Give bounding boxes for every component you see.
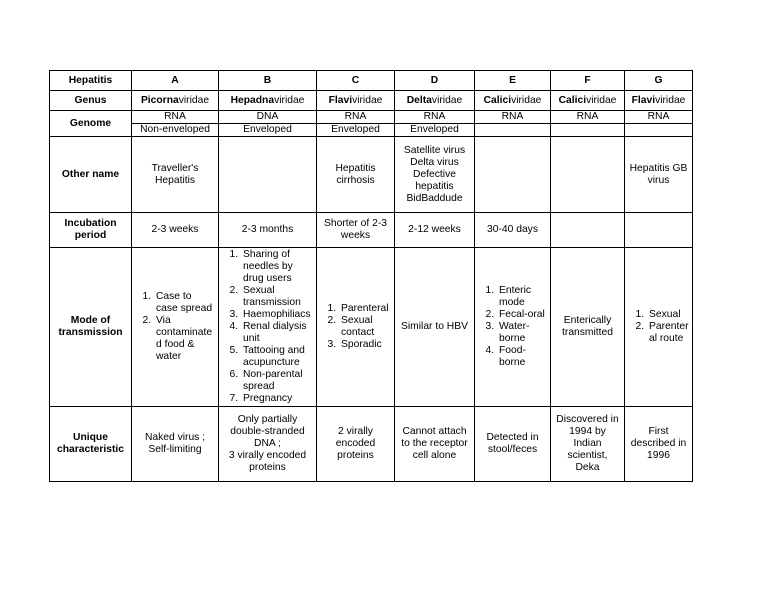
other-name-text-line: cirrhosis (336, 174, 375, 186)
genus-prefix: Picorna (140, 94, 179, 106)
unique-text-line: Self-limiting (148, 444, 202, 455)
transmission-list-item (497, 285, 548, 309)
transmission-list-item (339, 315, 392, 339)
other-name-cell-c (317, 137, 395, 213)
genome-type: RNA (132, 111, 218, 124)
row-label-other-name: Other name (50, 137, 132, 213)
hepatitis-comparison-table (49, 70, 693, 482)
genome-type: RNA (317, 111, 394, 124)
transmission-item-line: 3. Sporadic (341, 339, 382, 350)
incubation-text-line: 2-12 weeks (408, 224, 461, 235)
other-name-text-line: Hepatitis (154, 174, 196, 186)
transmission-list-item (647, 309, 690, 321)
other-name-cell-e (475, 137, 551, 213)
row-label-incubation-line2: period (74, 230, 107, 241)
unique-text-line: 2 virally (338, 426, 373, 437)
transmission-list-item (339, 303, 392, 315)
unique-text-line: Discovered in (556, 414, 619, 425)
transmission-list-item (497, 321, 548, 345)
genome-type: RNA (395, 111, 474, 124)
genus-cell-e (475, 91, 551, 111)
transmission-list (319, 303, 392, 351)
transmission-list-item (241, 369, 314, 393)
row-label-transmission-line2: transmission (58, 327, 123, 338)
genome-cell-b (219, 111, 317, 137)
genome-envelope (625, 124, 692, 136)
header-col-a: A (132, 71, 219, 91)
genome-type: DNA (219, 111, 316, 124)
genus-prefix: Flavi (328, 94, 353, 106)
genome-type: RNA (475, 111, 550, 124)
transmission-cell-b (219, 248, 317, 407)
transmission-list-item (241, 285, 314, 309)
unique-text-line: Deka (575, 462, 600, 473)
genus-cell-b (219, 91, 317, 111)
genus-prefix: Flavi (631, 94, 656, 106)
transmission-item-line: contaminate (156, 327, 213, 338)
genus-cell-a (132, 91, 219, 111)
genus-suffix: viridae (352, 94, 383, 106)
transmission-item-line: 1. Sharing of (243, 249, 290, 260)
genus-prefix: Calici (483, 94, 512, 106)
row-label-incubation (50, 213, 132, 248)
transmission-cell-e (475, 248, 551, 407)
transmission-item-line: case spread (156, 303, 213, 314)
unique-text-line: proteins (337, 450, 374, 461)
unique-cell-c (317, 407, 395, 482)
row-label-genus: Genus (50, 91, 132, 111)
other-name-text-line: Hepatitis GB (629, 162, 688, 174)
incubation-cell-g (625, 213, 693, 248)
other-name-text-line: Satellite virus (403, 144, 466, 156)
unique-text-line: First (648, 426, 669, 437)
genus-prefix: Delta (406, 94, 432, 106)
transmission-list-item (647, 321, 690, 345)
row-label-unique (50, 407, 132, 482)
transmission-item-line: 1. Case to (156, 291, 192, 302)
transmission-list-item (241, 249, 314, 285)
transmission-text-line: transmitted (562, 327, 613, 338)
header-col-e: E (475, 71, 551, 91)
transmission-item-line: transmission (243, 297, 301, 308)
transmission-list-item (154, 315, 216, 363)
unique-characteristic-row (50, 407, 693, 482)
unique-text-line: proteins (249, 462, 286, 473)
transmission-item-line: 4. Food- (499, 345, 526, 356)
unique-text-line: stool/feces (487, 444, 538, 455)
transmission-list (221, 249, 314, 405)
transmission-list (477, 285, 548, 369)
transmission-item-line: 2. Fecal-oral (499, 309, 545, 320)
transmission-row (50, 248, 693, 407)
unique-text-line: double-stranded (230, 426, 305, 437)
incubation-text-line: Shorter of 2-3 (324, 218, 387, 229)
transmission-item-line: d food & (156, 339, 195, 350)
genome-envelope: Non-enveloped (140, 124, 210, 135)
unique-text-line: scientist, (567, 450, 608, 461)
unique-text-line: 3 virally encoded (228, 450, 307, 461)
unique-cell-f (551, 407, 625, 482)
transmission-list (134, 291, 216, 363)
genome-row (50, 111, 693, 137)
other-name-row (50, 137, 693, 213)
transmission-item-line: 2. Via (156, 315, 171, 326)
unique-text-line: to the receptor (401, 438, 468, 449)
genus-suffix: viridae (178, 94, 210, 106)
genome-cell-e (475, 111, 551, 137)
genus-suffix: viridae (274, 94, 305, 106)
genome-cell-c (317, 111, 395, 137)
transmission-item-line: mode (499, 297, 525, 308)
other-name-text-line: Defective (413, 168, 456, 180)
transmission-item-line: spread (243, 381, 275, 392)
other-name-cell-b (219, 137, 317, 213)
transmission-item-line: 1. Parenteral (341, 303, 389, 314)
genus-cell-c (317, 91, 395, 111)
genus-cell-g (625, 91, 693, 111)
transmission-list-item (241, 321, 314, 345)
genome-envelope (551, 124, 624, 136)
other-name-cell-f (551, 137, 625, 213)
genus-cell-d (395, 91, 475, 111)
other-name-text-line: hepatitis (415, 180, 454, 192)
transmission-item-line: 4. Renal dialysis (243, 321, 307, 332)
row-label-unique-line1: Unique (73, 432, 108, 443)
transmission-list-item (241, 345, 314, 369)
genus-suffix: viridae (655, 94, 686, 106)
transmission-item-line: 6. Non-parental (243, 369, 303, 380)
other-name-cell-g (625, 137, 693, 213)
unique-cell-g (625, 407, 693, 482)
incubation-row (50, 213, 693, 248)
other-name-text-line: BidBaddude (406, 192, 463, 204)
other-name-cell-d (395, 137, 475, 213)
unique-text-line: encoded (335, 438, 376, 449)
transmission-cell-g (625, 248, 693, 407)
transmission-item-line: 3. Water- (499, 321, 530, 332)
genus-prefix: Hepadna (230, 94, 275, 106)
header-label: Hepatitis (50, 71, 132, 91)
incubation-cell-d (395, 213, 475, 248)
header-col-g: G (625, 71, 693, 91)
transmission-list-item (339, 339, 392, 351)
transmission-cell-a (132, 248, 219, 407)
unique-text-line: 1996 (647, 450, 670, 461)
other-name-text-line: Delta virus (410, 156, 459, 168)
unique-text-line: 1994 by (569, 426, 606, 437)
genome-type: RNA (551, 111, 624, 124)
unique-text-line: Only partially (237, 414, 298, 425)
transmission-list-item (241, 309, 314, 321)
transmission-item-line: borne (499, 333, 526, 344)
incubation-cell-e (475, 213, 551, 248)
incubation-text-line: 30-40 days (487, 224, 538, 235)
transmission-item-line: 3. Haemophiliacs (243, 309, 311, 320)
unique-cell-b (219, 407, 317, 482)
transmission-item-line: acupuncture (243, 357, 300, 368)
genus-suffix: viridae (511, 94, 542, 106)
header-col-c: C (317, 71, 395, 91)
incubation-text-line: 2-3 weeks (151, 224, 199, 235)
incubation-text-line: 2-3 months (241, 224, 294, 235)
unique-cell-d (395, 407, 475, 482)
transmission-item-line: 2. Parenter (649, 321, 689, 332)
genome-envelope: Enveloped (243, 124, 292, 135)
header-col-b: B (219, 71, 317, 91)
genome-type: RNA (625, 111, 692, 124)
row-label-transmission (50, 248, 132, 407)
transmission-text-line: Similar to HBV (401, 321, 468, 332)
incubation-cell-f (551, 213, 625, 248)
transmission-cell-c (317, 248, 395, 407)
transmission-item-line: 7. Pregnancy (243, 393, 293, 404)
transmission-list-item (241, 393, 314, 405)
unique-cell-a (132, 407, 219, 482)
genome-envelope: Enveloped (331, 124, 380, 135)
genus-row (50, 91, 693, 111)
transmission-text-line: Enterically (563, 315, 612, 326)
header-col-d: D (395, 71, 475, 91)
incubation-cell-b (219, 213, 317, 248)
genus-prefix: Calici (558, 94, 587, 106)
unique-cell-e (475, 407, 551, 482)
genome-cell-f (551, 111, 625, 137)
transmission-item-line: needles by (243, 261, 293, 272)
genome-envelope (475, 124, 550, 136)
transmission-item-line: drug users (243, 273, 292, 284)
unique-text-line: cell alone (412, 450, 457, 461)
unique-text-line: Detected in (486, 432, 539, 443)
other-name-cell-a (132, 137, 219, 213)
transmission-item-line: 1. Enteric (499, 285, 532, 296)
unique-text-line: Cannot attach (402, 426, 467, 437)
header-col-f: F (551, 71, 625, 91)
genus-cell-f (551, 91, 625, 111)
transmission-cell-d (395, 248, 475, 407)
genome-cell-d (395, 111, 475, 137)
transmission-item-line: 2. Sexual (243, 285, 275, 296)
row-label-incubation-line1: Incubation (64, 218, 117, 229)
transmission-item-line: 1. Sexual (649, 309, 681, 320)
transmission-item-line: unit (243, 333, 260, 344)
transmission-item-line: 2. Sexual (341, 315, 373, 326)
transmission-list-item (497, 309, 548, 321)
unique-text-line: Naked virus ; (144, 432, 206, 443)
row-label-genome: Genome (50, 111, 132, 137)
row-label-unique-line2: characteristic (57, 444, 124, 455)
incubation-cell-a (132, 213, 219, 248)
genome-envelope: Enveloped (410, 124, 459, 135)
genome-cell-a (132, 111, 219, 137)
transmission-cell-f (551, 248, 625, 407)
transmission-list-item (497, 345, 548, 369)
transmission-list (627, 309, 690, 345)
other-name-text-line: Hepatitis (335, 162, 376, 174)
transmission-item-line: water (156, 351, 182, 362)
transmission-item-line: contact (341, 327, 375, 338)
other-name-text-line: Traveller's (151, 162, 199, 174)
incubation-cell-c (317, 213, 395, 248)
other-name-text-line: virus (647, 174, 670, 186)
row-label-transmission-line1: Mode of (70, 315, 111, 326)
transmission-item-line: 5. Tattooing and (243, 345, 305, 356)
genome-cell-g (625, 111, 693, 137)
genus-suffix: viridae (586, 94, 617, 106)
transmission-item-line: al route (649, 333, 684, 344)
genus-suffix: viridae (431, 94, 463, 106)
header-row (50, 71, 693, 91)
unique-text-line: DNA ; (254, 438, 281, 449)
transmission-item-line: borne (499, 357, 526, 368)
unique-text-line: described in (630, 438, 687, 449)
incubation-text-line: weeks (340, 230, 371, 241)
transmission-list-item (154, 291, 216, 315)
unique-text-line: Indian (573, 438, 602, 449)
